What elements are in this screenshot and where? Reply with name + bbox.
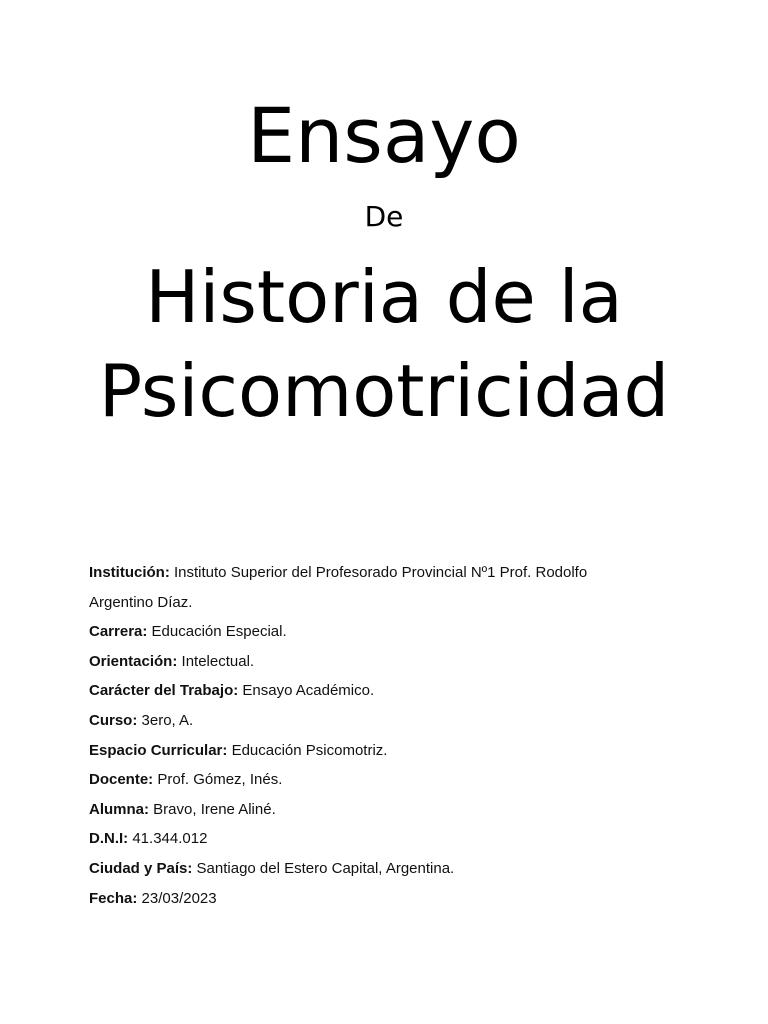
detail-label: Docente: bbox=[89, 771, 154, 789]
detail-value: 3ero, A. bbox=[141, 711, 194, 729]
detail-label: Espacio Curricular: bbox=[89, 741, 228, 759]
detail-carrera bbox=[89, 617, 609, 647]
cover-subject-line-1: Historia de la bbox=[145, 255, 623, 339]
detail-docente bbox=[89, 765, 609, 795]
detail-ciudad-pais bbox=[89, 854, 609, 884]
detail-fecha bbox=[89, 884, 609, 914]
detail-label: Orientación: bbox=[89, 652, 178, 670]
detail-espacio-curricular bbox=[89, 736, 609, 766]
detail-value: Educación Especial. bbox=[151, 623, 287, 641]
detail-label: Carácter del Trabajo: bbox=[89, 682, 239, 700]
detail-value: Prof. Gómez, Inés. bbox=[157, 771, 283, 789]
detail-dni bbox=[89, 824, 609, 854]
detail-alumna bbox=[89, 795, 609, 825]
detail-value: Santiago del Estero Capital, Argentina. bbox=[196, 859, 455, 877]
detail-caracter bbox=[89, 676, 609, 706]
detail-value: 23/03/2023 bbox=[141, 889, 217, 907]
detail-institucion-continuation bbox=[89, 588, 609, 618]
detail-label: Ciudad y País: bbox=[89, 859, 193, 877]
detail-value: Intelectual. bbox=[181, 652, 255, 670]
detail-value-continuation: Argentino Díaz. bbox=[89, 593, 193, 611]
detail-orientacion bbox=[89, 647, 609, 677]
details-block bbox=[89, 558, 609, 913]
detail-institucion bbox=[89, 558, 609, 588]
detail-label: Carrera: bbox=[89, 623, 148, 641]
detail-label: Curso: bbox=[89, 711, 138, 729]
detail-label: Alumna: bbox=[89, 800, 149, 818]
detail-curso bbox=[89, 706, 609, 736]
detail-label: Fecha: bbox=[89, 889, 138, 907]
detail-label: Institución: bbox=[89, 564, 170, 581]
detail-label: D.N.I: bbox=[89, 830, 129, 848]
cover-connector: De bbox=[364, 200, 404, 233]
detail-value: Ensayo Académico. bbox=[242, 682, 375, 700]
detail-value: Educación Psicomotriz. bbox=[231, 741, 388, 759]
cover-subject bbox=[0, 250, 768, 438]
detail-value: Bravo, Irene Aliné. bbox=[153, 800, 276, 818]
cover-subject-line-2: Psicomotricidad bbox=[98, 349, 670, 433]
detail-value: Instituto Superior del Profesorado Provincial Nº1 Prof. Rodolfo bbox=[174, 564, 588, 581]
detail-value: 41.344.012 bbox=[132, 830, 208, 848]
cover-title: Ensayo bbox=[247, 91, 521, 180]
